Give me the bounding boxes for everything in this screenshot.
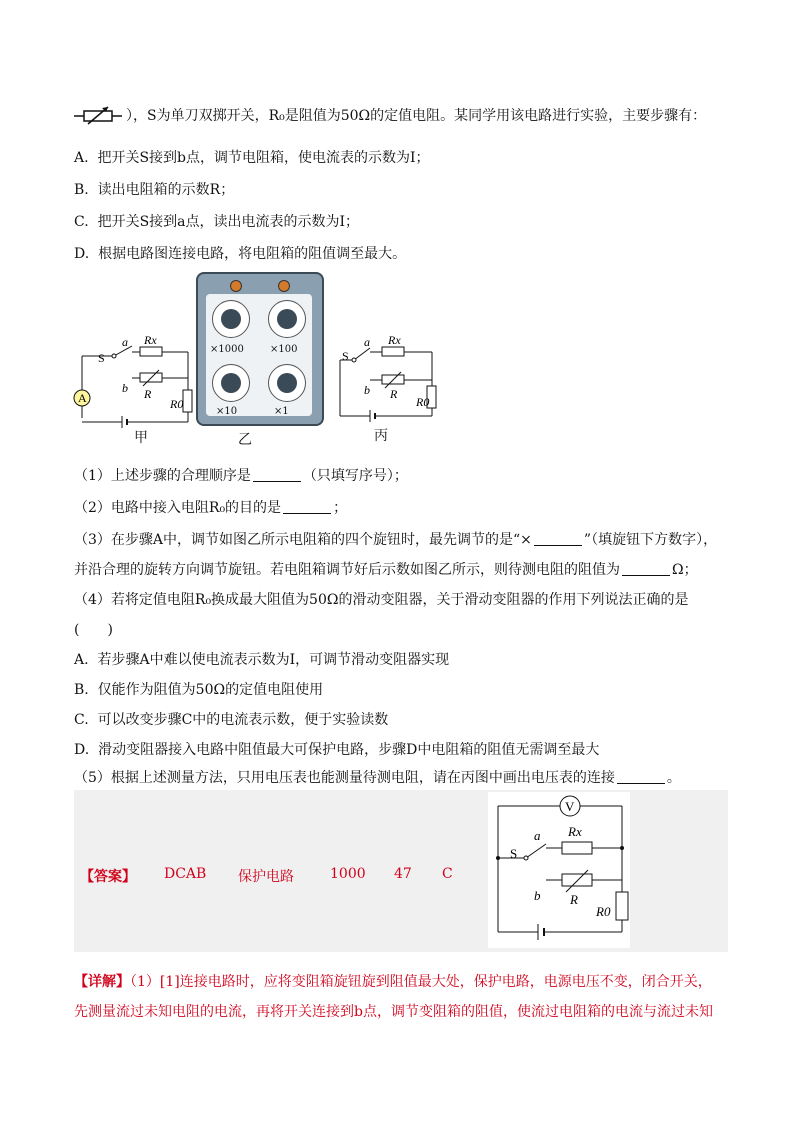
- option-a: A. 若步骤A中难以使电流表示数为I，可调节滑动变阻器实现: [74, 652, 450, 668]
- knob-100[interactable]: [268, 300, 306, 338]
- svg-text:R: R: [144, 387, 152, 401]
- knob-label-1000: ×1000: [210, 344, 244, 355]
- label-jia: 甲: [134, 430, 148, 446]
- svg-text:b: b: [122, 381, 128, 395]
- option-d: D. 滑动变阻器接入电路中阻值最大可保护电路，步骤D中电阻箱的阻值无需调至最大: [74, 742, 600, 758]
- question-3a: （3）在步骤A中，调节如图乙所示电阻箱的四个旋钮时，最先调节的是“× ”（填旋钮下方数字），: [74, 532, 718, 548]
- svg-text:R0: R0: [596, 904, 611, 919]
- intro-text: ），S为单刀双掷开关，R₀是阻值为50Ω的定值电阻。某同学用该电路进行实验，主要步骤有：: [126, 108, 707, 124]
- answer-value-2: 保护电路: [238, 869, 294, 885]
- detail-line-1: 【详解】（1）[1]连接电路时，应将变阻箱旋钮旋到阻值最大处，保护电路，电源电压不变，闭合开关，: [74, 974, 712, 990]
- question-4: （4）若将定值电阻R₀换成最大阻值为50Ω的滑动变阻器，关于滑动变阻器的作用下列说法正确的是: [74, 592, 689, 608]
- option-b: B. 仅能作为阻值为50Ω的定值电阻使用: [74, 682, 324, 698]
- question-1: （1）上述步骤的合理顺序是 （只填写序号）；: [74, 468, 408, 484]
- circuit-bing: [330, 330, 450, 430]
- question-4-paren: ( ): [74, 622, 113, 638]
- step-a: A. 把开关S接到b点，调节电阻箱，使电流表的示数为I；: [74, 150, 430, 166]
- svg-text:V: V: [565, 799, 575, 814]
- label-bing: 丙: [374, 428, 388, 444]
- svg-text:R: R: [570, 892, 578, 907]
- svg-text:Rx: Rx: [568, 824, 582, 839]
- answer-label: 【答案】: [80, 869, 136, 885]
- variable-resistor-icon: [74, 104, 122, 126]
- terminal-right: [278, 280, 290, 292]
- svg-text:R0: R0: [416, 395, 430, 409]
- knob-1000[interactable]: [212, 300, 250, 338]
- question-5: （5）根据上述测量方法，只用电压表也能测量待测电阻，请在丙图中画出电压表的连接 。: [74, 770, 681, 786]
- knob-label-10: ×10: [216, 406, 238, 417]
- answer-circuit: [488, 792, 630, 948]
- terminal-left: [230, 280, 242, 292]
- label-yi: 乙: [238, 432, 252, 448]
- option-c: C. 可以改变步骤C中的电流表示数，便于实验读数: [74, 712, 389, 728]
- svg-text:R0: R0: [170, 397, 184, 411]
- svg-text:R: R: [390, 387, 398, 401]
- svg-text:b: b: [534, 888, 541, 903]
- resistance-box: [196, 272, 324, 426]
- svg-text:b: b: [364, 383, 370, 397]
- question-3b: 并沿合理的旋转方向调节旋钮。若电阻箱调节好后示数如图乙所示，则待测电阻的阻值为 Ω；: [74, 562, 698, 578]
- svg-text:Rx: Rx: [388, 333, 401, 347]
- ammeter-label: A: [78, 391, 87, 405]
- answer-value-1: DCAB: [164, 866, 207, 882]
- svg-text:S: S: [342, 349, 349, 363]
- switch-label-s: S: [98, 351, 105, 365]
- knob-1[interactable]: [268, 364, 306, 402]
- step-c: C. 把开关S接到a点，读出电流表的示数为I；: [74, 214, 360, 230]
- question-2: （2）电路中接入电阻R₀的目的是 ；: [74, 500, 348, 516]
- svg-text:Rx: Rx: [144, 333, 157, 347]
- svg-text:a: a: [534, 828, 541, 843]
- answer-value-3: 1000: [330, 866, 366, 882]
- detail-line-2: 先测量流过未知电阻的电流，再将开关连接到b点，调节变阻箱的阻值，使流过电阻箱的电流与流过未知: [74, 1004, 713, 1020]
- knob-label-1: ×1: [274, 406, 289, 417]
- answer-value-4: 47: [394, 866, 412, 882]
- answer-value-5: C: [442, 866, 453, 882]
- knob-10[interactable]: [212, 364, 250, 402]
- svg-text:S: S: [510, 846, 518, 861]
- step-b: B. 读出电阻箱的示数R；: [74, 182, 235, 198]
- svg-text:a: a: [364, 335, 370, 349]
- step-d: D. 根据电路图连接电路，将电阻箱的阻值调至最大。: [74, 246, 407, 262]
- svg-text:a: a: [122, 335, 128, 349]
- knob-label-100: ×100: [270, 344, 298, 355]
